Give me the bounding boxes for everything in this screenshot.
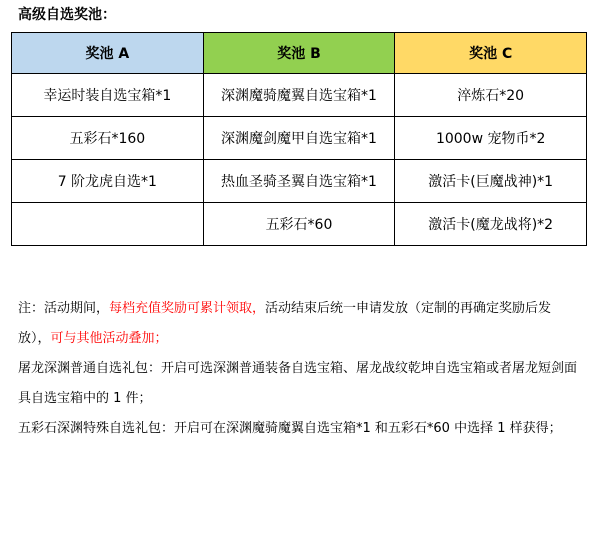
table-cell: 淬炼石*20 — [395, 74, 587, 117]
table-cell: 五彩石*160 — [12, 117, 204, 160]
note-activity-rules — [18, 294, 583, 354]
table-cell: 1000w 宠物币*2 — [395, 117, 587, 160]
table-cell — [12, 203, 204, 246]
table-cell: 热血圣骑圣翼自选宝箱*1 — [203, 160, 395, 203]
table-cell: 7 阶龙虎自选*1 — [12, 160, 204, 203]
table-cell: 激活卡(巨魔战神)*1 — [395, 160, 587, 203]
note-colorstone-abyss-pack: 五彩石深渊特殊自选礼包：开启可在深渊魔骑魔翼自选宝箱*1 和五彩石*60 中选择 1 样获得； — [18, 421, 562, 436]
notes-section — [18, 294, 583, 444]
table-row — [12, 203, 587, 246]
page-heading: 高级自选奖池： — [18, 7, 116, 23]
table-cell: 幸运时装自选宝箱*1 — [12, 74, 204, 117]
table-header-row — [12, 33, 587, 74]
table-row — [12, 160, 587, 203]
note-dragon-abyss-pack: 屠龙深渊普通自选礼包：开启可选深渊普通装备自选宝箱、屠龙战纹乾坤自选宝箱或者屠龙短剑面具自选宝箱中的 1 件； — [18, 361, 578, 406]
table-cell: 激活卡(魔龙战将)*2 — [395, 203, 587, 246]
pool-a-header: 奖池 A — [12, 33, 204, 74]
prize-pool-table — [11, 32, 587, 246]
pool-c-header: 奖池 C — [395, 33, 587, 74]
table-cell: 深渊魔剑魔甲自选宝箱*1 — [203, 117, 395, 160]
note-middle: 活动结束后统一申请发放（定制的再确定奖励后发放）， — [18, 301, 552, 346]
pool-b-header: 奖池 B — [203, 33, 395, 74]
note-prefix: 注：活动期间， — [18, 301, 110, 316]
table-cell: 深渊魔骑魔翼自选宝箱*1 — [203, 74, 395, 117]
table-row — [12, 74, 587, 117]
note-highlight-cumulative: 每档充值奖励可累计领取， — [109, 301, 266, 316]
table-cell: 五彩石*60 — [203, 203, 395, 246]
note-highlight-stackable: 可与其他活动叠加； — [50, 331, 168, 346]
table-row — [12, 117, 587, 160]
